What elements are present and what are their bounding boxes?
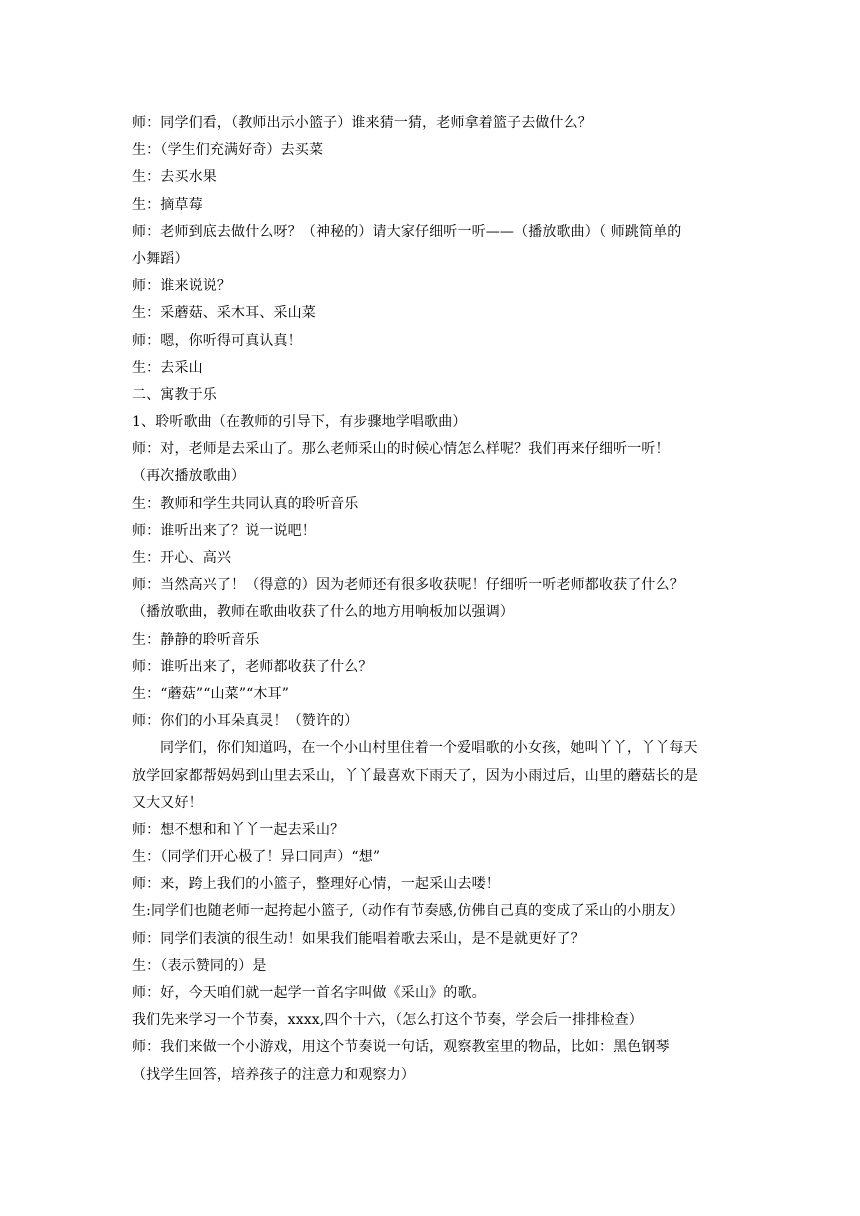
text-line: 师：同学们表演的很生动！如果我们能唱着歌去采山，是不是就更好了？ [132, 930, 585, 947]
text-line: 生:同学们也随老师一起挎起小篮子,（动作有节奏感,仿佛自己真的变成了采山的小朋友） [132, 903, 684, 920]
text-line: （再次播放歌曲） [132, 468, 246, 485]
text-line: 师：对，老师是去采山了。那么老师采山的时候心情怎么样呢？我们再来仔细听一听！ [132, 441, 670, 458]
text-line: 生：（表示赞同的）是 [132, 957, 267, 974]
text-line: 生：“蘑菇”“山菜”“木耳” [132, 685, 290, 702]
text-line: （播放歌曲，教师在歌曲收获了什么的地方用响板加以强调） [132, 604, 515, 621]
text-line: 师：想不想和和丫丫一起去采山？ [132, 821, 345, 838]
text-line: 又大又好！ [132, 794, 203, 811]
text-line: 师：来，跨上我们的小篮子，整理好心情，一起采山去喽！ [132, 876, 500, 893]
text-line: 师：谁听出来了？说一说吧！ [132, 522, 316, 539]
text-line: 生：教师和学生共同认真的聆听音乐 [132, 495, 359, 512]
text-line: 师：当然高兴了！（得意的）因为老师还有很多收获呢！仔细听一听老师都收获了什么？ [132, 577, 684, 594]
text-line: 生：（同学们开心极了！异口同声）“想” [132, 849, 381, 866]
text-line: 生：开心、高兴 [132, 550, 232, 566]
text-line: 师：你们的小耳朵真灵！（赞许的） [132, 713, 359, 730]
text-line: 生：静静的聆听音乐 [132, 631, 260, 648]
text-line: 我们先来学习一个节奏，xxxx,四个十六，（怎么打这个节奏，学会后一排排检查） [132, 1012, 643, 1029]
text-line: 生：采蘑菇、采木耳、采山菜 [132, 305, 316, 322]
text-line: 师：谁来说说？ [132, 278, 232, 295]
text-line: 师：嗯，你听得可真认真！ [132, 332, 302, 349]
text-line: 1、聆听歌曲（在教师的引导下，有步骤地学唱歌曲） [132, 414, 467, 431]
text-line: 生：去买水果 [132, 169, 217, 186]
document-body [132, 110, 732, 1089]
text-line: 师：我们来做一个小游戏，用这个节奏说一句话，观察教室里的物品，比如：黑色钢琴 [132, 1039, 670, 1056]
text-line: 生：去采山 [132, 359, 203, 376]
text-line: 师：好，今天咱们就一起学一首名字叫做《采山》的歌。 [132, 985, 486, 1001]
text-line: 小舞蹈） [132, 250, 189, 267]
text-line: （找学生回答，培养孩子的注意力和观察力） [132, 1066, 415, 1083]
text-line: 放学回家都帮妈妈到山里去采山，丫丫最喜欢下雨天了，因为小雨过后，山里的蘑菇长的是 [132, 767, 698, 784]
text-line: 师：老师到底去做什么呀？（神秘的）请大家仔细听一听——（播放歌曲）（ 师跳简单的 [132, 223, 682, 240]
text-line: 二、寓教于乐 [132, 386, 217, 403]
text-line: 生：摘草莓 [132, 196, 203, 213]
text-line: 同学们，你们知道吗，在一个小山村里住着一个爱唱歌的小女孩，她叫丫丫，丫丫每天 [160, 740, 698, 757]
text-line: 生：（学生们充满好奇）去买菜 [132, 142, 324, 159]
text-line: 师：同学们看，（教师出示小篮子）谁来猜一猜，老师拿着篮子去做什么？ [132, 115, 592, 131]
text-line: 师：谁听出来了，老师都收获了什么？ [132, 658, 373, 675]
